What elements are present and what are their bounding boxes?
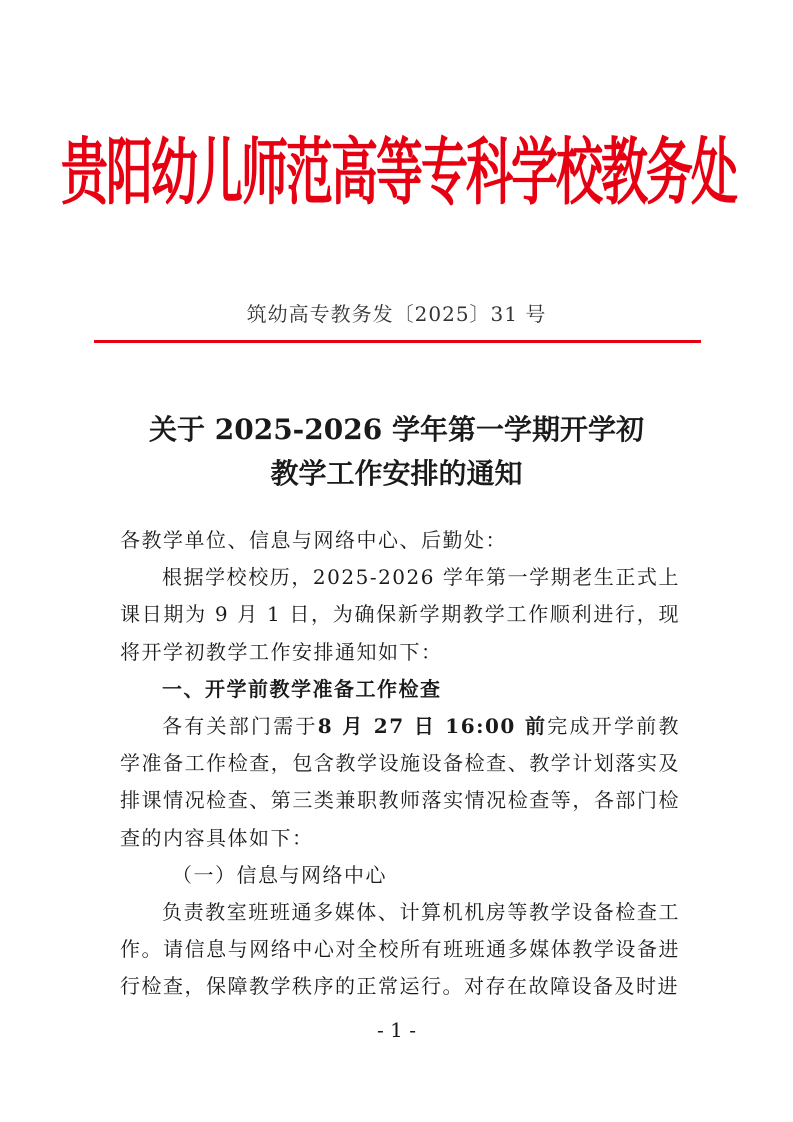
salutation: 各教学单位、信息与网络中心、后勤处： [120,528,507,552]
section-1-heading: 一、开学前教学准备工作检查 [162,676,442,701]
title-line-2: 教学工作安排的通知 [270,457,523,490]
intro-paragraph: 根据学校校历，2025-2026 学年第一学期老生正式上课日期为 9 月 1 日，为确保新学期教学工作顺利进行，现将开学初教学工作安排通知如下： [120,565,680,664]
section-1-text-before: 各有关部门需于 [162,714,318,739]
document-number: 筑幼高专教务发〔2025〕31 号 [246,302,547,326]
section-1-paragraph [120,708,680,857]
document-title [0,408,793,496]
section-1-deadline: 8 月 27 日 16:00 前 [317,714,548,739]
org-letterhead [61,118,736,228]
subsection-1-heading: （一）信息与网络中心 [172,862,387,887]
red-divider [94,340,701,343]
org-name: 贵阳幼儿师范高等专科学校教务处 [61,130,736,216]
section-1-text-after: 完成开学前教学准备工作检查，包含教学设施设备检查、教学计划落实及排课情况检查、第三类兼职教师落实情况检查等，各部门检查的内容具体如下： [120,714,681,850]
subsection-1-paragraph: 负责教室班班通多媒体、计算机机房等教学设备检查工作。请信息与网络中心对全校所有班班通多媒体教学设备进行检查，保障教学秩序的正常运行。对存在故障设备及时进 [120,900,680,999]
page-number: - 1 - [377,1018,416,1042]
document-body [120,522,680,1006]
title-line-1: 关于 2025-2026 学年第一学期开学初 [149,413,644,446]
